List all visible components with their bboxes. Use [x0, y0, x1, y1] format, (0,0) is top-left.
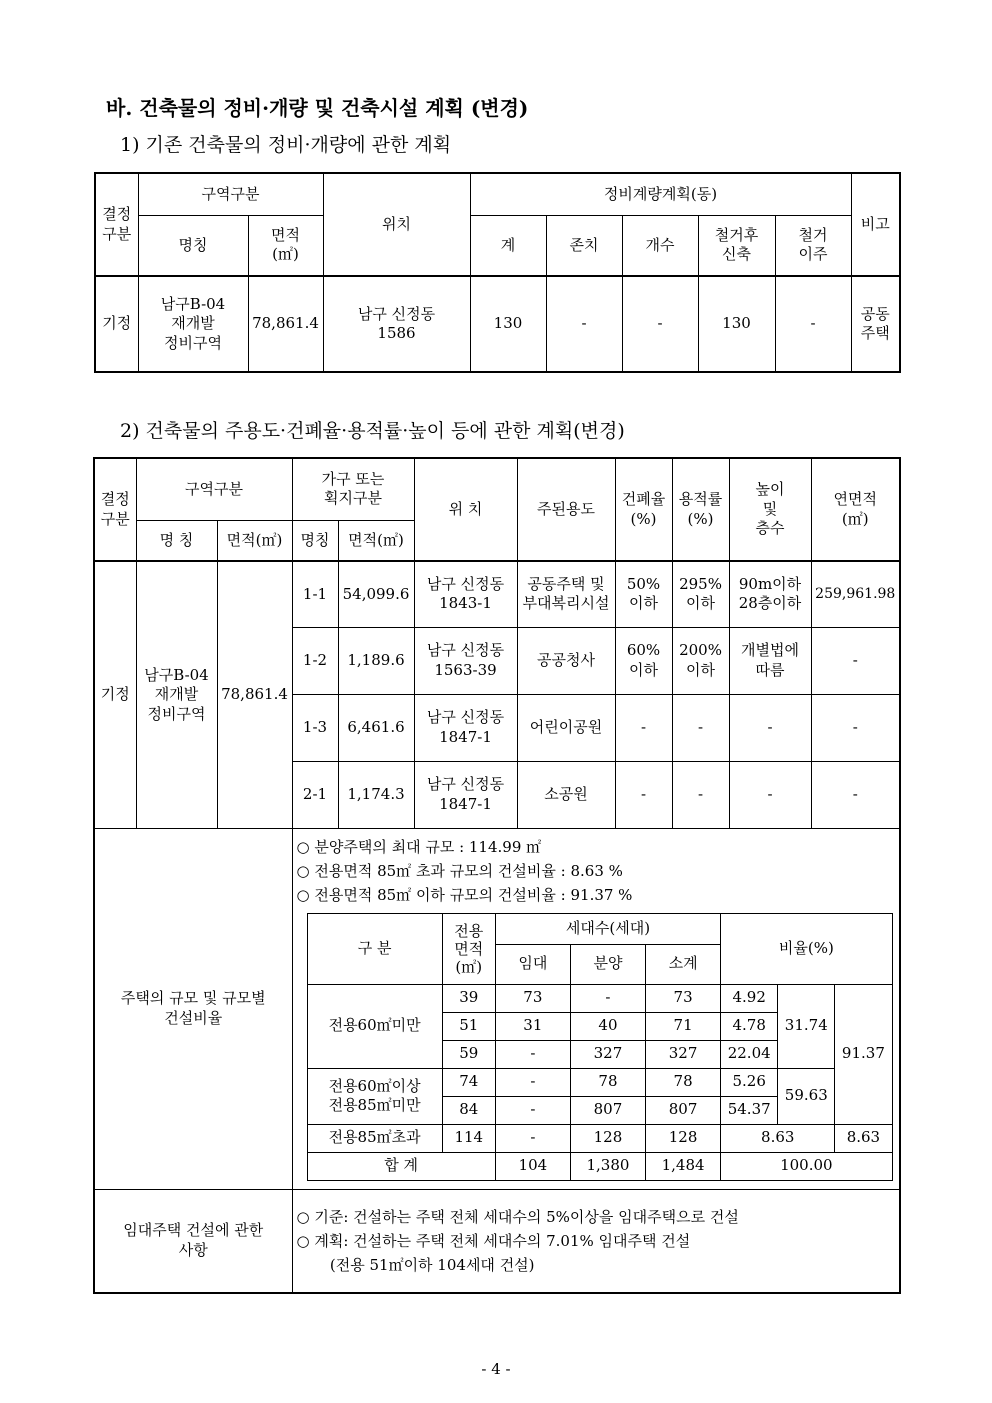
housing-cell — [292, 828, 900, 1189]
in-g2-sub: 59.63 — [778, 1068, 835, 1124]
t1-h-plan: 정비계량계획(동) — [470, 173, 851, 215]
t2-barea: 6,461.6 — [338, 694, 414, 761]
t1-h-zone: 구역구분 — [138, 173, 323, 215]
in-cell: 31 — [495, 1012, 570, 1040]
in-cell: 104 — [495, 1152, 570, 1180]
table-row — [307, 984, 892, 1012]
in-cell: - — [570, 984, 645, 1012]
t1-h-note: 비고 — [851, 173, 900, 276]
in-cell: 4.92 — [721, 984, 778, 1012]
subheading-2: 2) 건축물의 주용도·건폐율·용적률·높이 등에 관한 계획(변경) — [120, 420, 625, 442]
t2-location: 남구 신정동 1847-1 — [414, 761, 517, 828]
in-cell: 71 — [646, 1012, 721, 1040]
t1-h-location: 위치 — [323, 173, 470, 276]
t2-bname: 1-2 — [292, 627, 338, 694]
in-cell: 8.63 — [835, 1124, 892, 1152]
t2-use: 공동주택 및 부대복리시설 — [517, 561, 615, 627]
t2-use: 어린이공원 — [517, 694, 615, 761]
in-cell: 51 — [442, 1012, 495, 1040]
t2-floor: - — [811, 761, 900, 828]
t1-keep: - — [546, 276, 622, 372]
in-cell: 73 — [646, 984, 721, 1012]
t2-bcr: 60% 이하 — [615, 627, 672, 694]
t2-h-location: 위 치 — [414, 458, 517, 561]
in-cell: - — [495, 1096, 570, 1124]
existing-building-table — [94, 172, 901, 373]
in-cell: 128 — [646, 1124, 721, 1152]
in-g2: 전용60㎡이상 전용85㎡미만 — [307, 1068, 442, 1124]
t2-h-barea: 면적(㎡) — [338, 520, 414, 561]
in-cell: 807 — [646, 1096, 721, 1124]
t1-h-name: 명칭 — [138, 215, 248, 276]
t2-floor: 259,961.98 — [811, 561, 900, 627]
t2-barea: 1,189.6 — [338, 627, 414, 694]
t2-bname: 1-1 — [292, 561, 338, 627]
t2-h-height: 높이 및 층수 — [729, 458, 811, 561]
t2-h-block: 가구 또는 획지구분 — [292, 458, 414, 520]
in-cell: 78 — [570, 1068, 645, 1096]
bullet-max-size: ○ 분양주택의 최대 규모 : 114.99 ㎡ — [296, 837, 542, 856]
t2-height: - — [729, 761, 811, 828]
t2-h-decision: 결정 구분 — [94, 458, 136, 561]
t2-floor: - — [811, 627, 900, 694]
t1-total: 130 — [470, 276, 546, 372]
t2-h-bcr: 건폐율 (%) — [615, 458, 672, 561]
t2-far: - — [672, 761, 729, 828]
t2-location: 남구 신정동 1563-39 — [414, 627, 517, 694]
t1-relocate: - — [775, 276, 851, 372]
in-h-units: 세대수(세대) — [495, 913, 720, 944]
in-h-sale: 분양 — [570, 944, 645, 984]
rental-cell — [292, 1189, 900, 1293]
t2-location: 남구 신정동 1843-1 — [414, 561, 517, 627]
in-cell: 128 — [570, 1124, 645, 1152]
in-cell: 73 — [495, 984, 570, 1012]
t2-h-bname: 명칭 — [292, 520, 338, 561]
t1-repair: - — [622, 276, 698, 372]
t2-far: 200% 이하 — [672, 627, 729, 694]
in-cell: - — [495, 1068, 570, 1096]
t2-decision: 기정 — [94, 561, 136, 828]
t2-use: 공공청사 — [517, 627, 615, 694]
t1-h-keep: 존치 — [546, 215, 622, 276]
in-cell: 327 — [570, 1040, 645, 1068]
t2-far: - — [672, 694, 729, 761]
housing-ratio-table — [307, 913, 893, 1181]
in-cell: 84 — [442, 1096, 495, 1124]
section-heading: 바. 건축물의 정비·개량 및 건축시설 계획 (변경) — [106, 96, 529, 120]
t2-bcr: - — [615, 694, 672, 761]
t2-location: 남구 신정동 1847-1 — [414, 694, 517, 761]
in-cell: 59 — [442, 1040, 495, 1068]
in-cell: 5.26 — [721, 1068, 778, 1096]
t2-use: 소공원 — [517, 761, 615, 828]
in-cell: 8.63 — [721, 1124, 835, 1152]
table-row — [307, 1068, 892, 1096]
t1-location: 남구 신정동 1586 — [323, 276, 470, 372]
in-cell: 39 — [442, 984, 495, 1012]
t1-h-total: 계 — [470, 215, 546, 276]
rental-bullet-detail: (전용 51㎡이하 104세대 건설) — [296, 1255, 535, 1274]
in-cell: - — [495, 1040, 570, 1068]
t1-name: 남구B-04 재개발 정비구역 — [138, 276, 248, 372]
t2-barea: 1,174.3 — [338, 761, 414, 828]
page-number: - 4 - — [481, 1360, 511, 1378]
in-cell: 1,484 — [646, 1152, 721, 1180]
table-row — [307, 1124, 892, 1152]
in-h-size: 전용 면적 (㎡) — [442, 913, 495, 984]
bullet-over85: ○ 전용면적 85㎡ 초과 규모의 건설비율 : 8.63 % — [296, 861, 623, 880]
rental-bullet-plan: ○ 계획: 건설하는 주택 전체 세대수의 7.01% 임대주택 건설 — [296, 1231, 691, 1250]
bullet-under85: ○ 전용면적 85㎡ 이하 규모의 건설비율 : 91.37 % — [296, 885, 633, 904]
t1-rebuild: 130 — [698, 276, 775, 372]
in-cell: 4.78 — [721, 1012, 778, 1040]
t2-zone-name: 남구B-04 재개발 정비구역 — [136, 561, 217, 828]
t2-h-far: 용적률 (%) — [672, 458, 729, 561]
in-g1-sub: 31.74 — [778, 984, 835, 1068]
t2-height: - — [729, 694, 811, 761]
t1-h-relocate: 철거 이주 — [775, 215, 851, 276]
t2-h-area: 면적(㎡) — [217, 520, 292, 561]
t2-barea: 54,099.6 — [338, 561, 414, 627]
in-g3: 전용85㎡초과 — [307, 1124, 442, 1152]
t1-h-rebuild: 철거후 신축 — [698, 215, 775, 276]
in-cell: 1,380 — [570, 1152, 645, 1180]
rental-bullet-standard: ○ 기준: 건설하는 주택 전체 세대수의 5%이상을 임대주택으로 건설 — [296, 1207, 739, 1226]
t1-h-area: 면적 (㎡) — [248, 215, 323, 276]
in-cell: 22.04 — [721, 1040, 778, 1068]
t2-bname: 1-3 — [292, 694, 338, 761]
t1-decision: 기정 — [95, 276, 138, 372]
building-plan-table — [93, 457, 901, 1294]
in-h-ratio: 비율(%) — [721, 913, 892, 984]
in-h-type: 구 분 — [307, 913, 442, 984]
t1-h-decision: 결정 구분 — [95, 173, 138, 276]
in-cell: 40 — [570, 1012, 645, 1040]
t2-h-floor: 연면적 (㎡) — [811, 458, 900, 561]
in-total-label: 합 계 — [307, 1152, 495, 1180]
in-cell: 807 — [570, 1096, 645, 1124]
in-cell: 100.00 — [721, 1152, 892, 1180]
in-g1: 전용60㎡미만 — [307, 984, 442, 1068]
t2-height: 개별법에 따름 — [729, 627, 811, 694]
t2-h-zone: 구역구분 — [136, 458, 292, 520]
table-row — [94, 561, 900, 627]
t2-h-use: 주된용도 — [517, 458, 615, 561]
in-cell: - — [495, 1124, 570, 1152]
in-cell: 114 — [442, 1124, 495, 1152]
in-cell: 327 — [646, 1040, 721, 1068]
t2-far: 295% 이하 — [672, 561, 729, 627]
t1-area: 78,861.4 — [248, 276, 323, 372]
t1-note: 공동 주택 — [851, 276, 900, 372]
t2-height: 90m이하 28층이하 — [729, 561, 811, 627]
rental-label: 임대주택 건설에 관한 사항 — [94, 1189, 292, 1293]
t2-zone-area: 78,861.4 — [217, 561, 292, 828]
t2-bcr: 50% 이하 — [615, 561, 672, 627]
in-cell: 78 — [646, 1068, 721, 1096]
in-le85: 91.37 — [835, 984, 892, 1124]
t2-bcr: - — [615, 761, 672, 828]
t2-floor: - — [811, 694, 900, 761]
subheading-1: 1) 기존 건축물의 정비·개량에 관한 계획 — [120, 134, 452, 156]
t1-h-repair: 개수 — [622, 215, 698, 276]
table-row — [95, 276, 900, 372]
in-cell: 74 — [442, 1068, 495, 1096]
t2-h-name: 명 칭 — [136, 520, 217, 561]
housing-label: 주택의 규모 및 규모별 건설비율 — [94, 828, 292, 1189]
table-row — [307, 1152, 892, 1180]
in-h-sub: 소계 — [646, 944, 721, 984]
in-cell: 54.37 — [721, 1096, 778, 1124]
t2-bname: 2-1 — [292, 761, 338, 828]
in-h-rent: 임대 — [495, 944, 570, 984]
